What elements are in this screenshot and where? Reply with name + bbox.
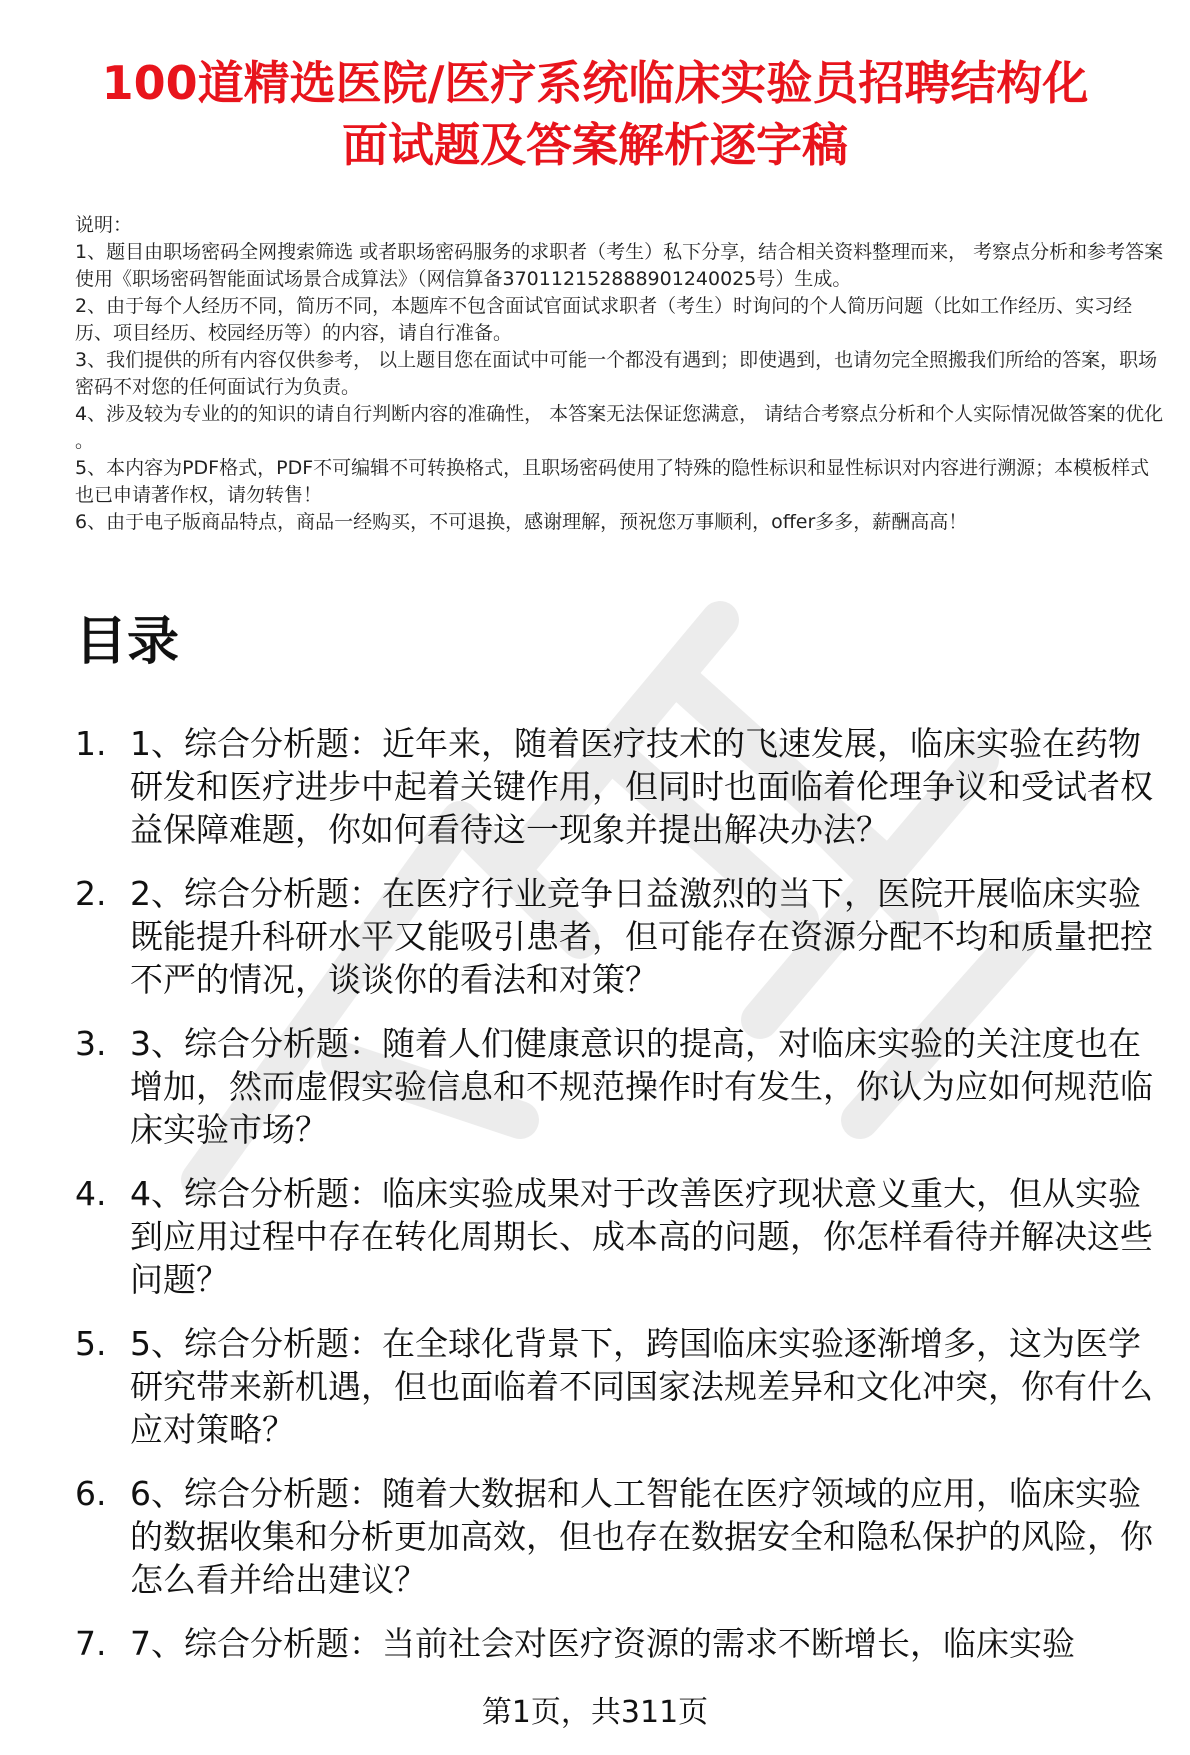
toc-item[interactable]	[75, 1172, 1170, 1301]
toc-item[interactable]	[75, 1472, 1170, 1601]
page-number: 第1页，共311页	[481, 1695, 709, 1730]
toc-heading: 目录	[75, 612, 180, 672]
instruction-item: 2、由于每个人经历不同，简历不同，本题库不包含面试官面试求职者（考生）时询问的个人简历问题（比如工作经历、实习经历、项目经历、校园经历等）的内容，请自行准备。	[75, 295, 1133, 344]
toc-item-number: 2.	[75, 874, 107, 913]
toc-item-number: 3.	[75, 1024, 107, 1063]
instruction-item: 4、涉及较为专业的的知识的请自行判断内容的准确性， 本答案无法保证您满意， 请结合考察点分析和个人实际情况做答案的优化 。	[75, 403, 1164, 452]
table-of-contents	[75, 722, 1170, 1686]
toc-item-number: 7.	[75, 1624, 107, 1663]
toc-item[interactable]	[75, 1622, 1170, 1665]
toc-item-text: 6、综合分析题：随着大数据和人工智能在医疗领域的应用，临床实验的数据收集和分析更加高效，但也存在数据安全和隐私保护的风险，你怎么看并给出建议？	[130, 1474, 1153, 1599]
toc-item-text: 4、综合分析题：临床实验成果对于改善医疗现状意义重大，但从实验到应用过程中存在转化周期长、成本高的问题，你怎样看待并解决这些问题？	[130, 1174, 1153, 1299]
document-title: 100道精选医院/医疗系统临床实验员招聘结构化面试题及答案解析逐字稿	[101, 56, 1089, 172]
toc-item-number: 5.	[75, 1324, 107, 1363]
instruction-item: 3、我们提供的所有内容仅供参考， 以上题目您在面试中可能一个都没有遇到；即使遇到，也请勿完全照搬我们所给的答案，职场密码不对您的任何面试行为负责。	[75, 349, 1158, 398]
toc-item[interactable]	[75, 1022, 1170, 1151]
toc-item-number: 6.	[75, 1474, 107, 1513]
toc-item[interactable]	[75, 722, 1170, 851]
instruction-item: 6、由于电子版商品特点，商品一经购买，不可退换，感谢理解，预祝您万事顺利，offer多多，薪酬高高！	[75, 511, 968, 533]
instruction-item: 5、本内容为PDF格式，PDF不可编辑不可转换格式，且职场密码使用了特殊的隐性标识和显性标识对内容进行溯源；本模板样式也已申请著作权，请勿转售！	[75, 457, 1150, 506]
toc-item-text: 1、综合分析题：近年来，随着医疗技术的飞速发展，临床实验在药物研发和医疗进步中起着关键作用，但同时也面临着伦理争议和受试者权益保障难题，你如何看待这一现象并提出解决办法？	[130, 724, 1153, 849]
toc-item-text: 2、综合分析题：在医疗行业竞争日益激烈的当下，医院开展临床实验既能提升科研水平又能吸引患者，但可能存在资源分配不均和质量把控不严的情况，谈谈你的看法和对策？	[130, 874, 1153, 999]
toc-item-number: 1.	[75, 724, 107, 763]
instructions-section	[75, 212, 1165, 536]
toc-item[interactable]	[75, 872, 1170, 1001]
instruction-item: 1、题目由职场密码全网搜索筛选 或者职场密码服务的求职者（考生）私下分享，结合相关资料整理而来， 考察点分析和参考答案使用《职场密码智能面试场景合成算法》（网信算备370112152888901240025号）生成。	[75, 241, 1164, 290]
toc-item-text: 3、综合分析题：随着人们健康意识的提高，对临床实验的关注度也在增加，然而虚假实验信息和不规范操作时有发生，你认为应如何规范临床实验市场？	[130, 1024, 1153, 1149]
toc-item[interactable]	[75, 1322, 1170, 1451]
toc-item-text: 5、综合分析题：在全球化背景下，跨国临床实验逐渐增多，这为医学研究带来新机遇，但也面临着不同国家法规差异和文化冲突，你有什么应对策略？	[130, 1324, 1153, 1449]
toc-item-text: 7、综合分析题：当前社会对医疗资源的需求不断增长，临床实验	[130, 1624, 1075, 1663]
instructions-heading: 说明：	[75, 214, 133, 236]
toc-item-number: 4.	[75, 1174, 107, 1213]
